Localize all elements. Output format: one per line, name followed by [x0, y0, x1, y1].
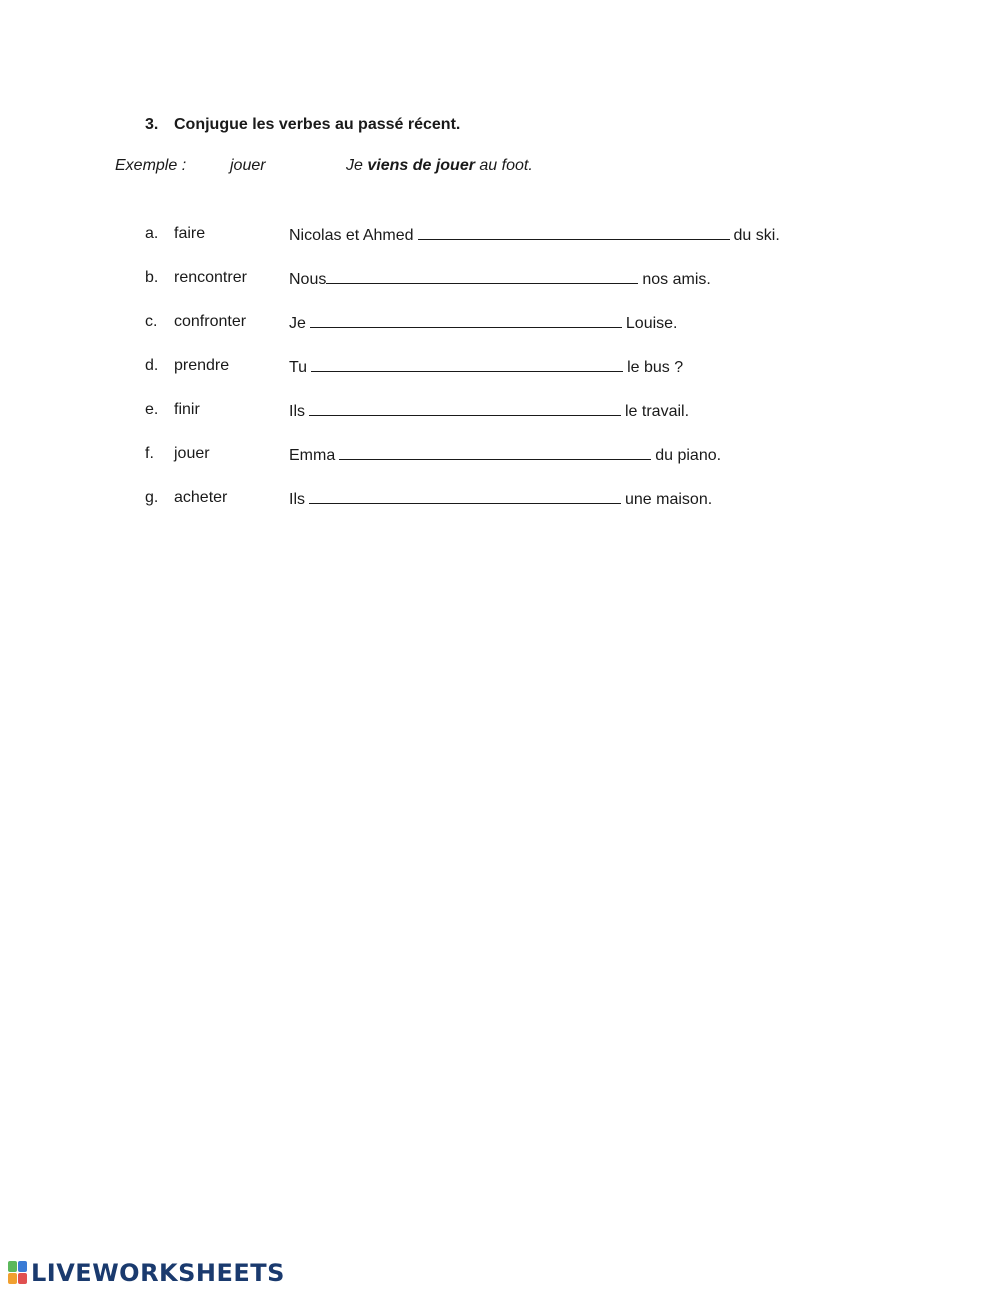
logo-tile-blue — [18, 1261, 27, 1272]
item-sentence — [289, 400, 689, 422]
item-letter: b. — [145, 269, 159, 286]
item-sentence — [289, 224, 780, 246]
answer-blank[interactable] — [418, 224, 730, 240]
item-letter: e. — [145, 401, 159, 418]
item-letter: d. — [145, 357, 159, 374]
exercise-item-g — [145, 488, 905, 532]
example-answer: viens de jouer — [367, 157, 475, 174]
answer-blank[interactable] — [309, 488, 621, 504]
liveworksheets-mark-icon — [8, 1261, 28, 1285]
item-verb: faire — [174, 225, 206, 242]
logo-tile-red — [18, 1273, 27, 1284]
item-subject: Nicolas et Ahmed — [289, 227, 414, 244]
item-ending: le bus ? — [627, 359, 684, 376]
item-ending: le travail. — [625, 403, 690, 420]
answer-blank[interactable] — [310, 312, 622, 328]
answer-blank[interactable] — [339, 444, 651, 460]
item-subject: Emma — [289, 447, 336, 464]
logo-tile-green — [8, 1261, 17, 1272]
item-ending: du piano. — [655, 447, 722, 464]
answer-blank[interactable] — [309, 400, 621, 416]
exercise-item-e — [145, 400, 905, 444]
example-subject: Je — [346, 157, 363, 174]
item-sentence — [289, 488, 712, 510]
item-letter: f. — [145, 445, 154, 462]
liveworksheets-logo[interactable] — [8, 1258, 285, 1288]
item-subject: Ils — [289, 403, 305, 420]
example-end: au foot. — [479, 157, 533, 174]
exercise-item-f — [145, 444, 905, 488]
exercise-title: Conjugue les verbes au passé récent. — [174, 116, 461, 133]
item-verb: prendre — [174, 357, 230, 374]
item-letter: c. — [145, 313, 158, 330]
item-letter: g. — [145, 489, 159, 506]
exercise-item-d — [145, 356, 905, 400]
answer-blank[interactable] — [311, 356, 623, 372]
answer-blank[interactable] — [326, 268, 638, 284]
item-verb: confronter — [174, 313, 247, 330]
logo-text: LIVEWORKSHEETS — [31, 1259, 285, 1287]
item-sentence — [289, 444, 721, 466]
item-sentence — [289, 268, 711, 290]
exercise-item-a — [145, 224, 905, 268]
item-letter: a. — [145, 225, 159, 242]
item-ending: nos amis. — [642, 271, 711, 288]
item-subject: Ils — [289, 491, 305, 508]
item-verb: jouer — [174, 445, 210, 462]
example-label: Exemple : — [115, 157, 187, 174]
exercise-item-c — [145, 312, 905, 356]
item-subject: Nous — [289, 271, 327, 288]
exercise-list — [145, 224, 905, 532]
item-ending: du ski. — [733, 227, 780, 244]
example-verb: jouer — [230, 157, 266, 174]
item-verb: acheter — [174, 489, 228, 506]
logo-tile-orange — [8, 1273, 17, 1284]
exercise-item-b — [145, 268, 905, 312]
item-sentence — [289, 356, 683, 378]
item-ending: Louise. — [625, 315, 678, 332]
example-sentence — [346, 157, 533, 175]
exercise-heading — [145, 116, 460, 134]
item-verb: finir — [174, 401, 200, 418]
item-sentence — [289, 312, 678, 334]
item-subject: Tu — [289, 359, 308, 376]
item-ending: une maison. — [625, 491, 713, 508]
item-verb: rencontrer — [174, 269, 247, 286]
exercise-number: 3. — [145, 116, 159, 133]
item-subject: Je — [289, 315, 306, 332]
